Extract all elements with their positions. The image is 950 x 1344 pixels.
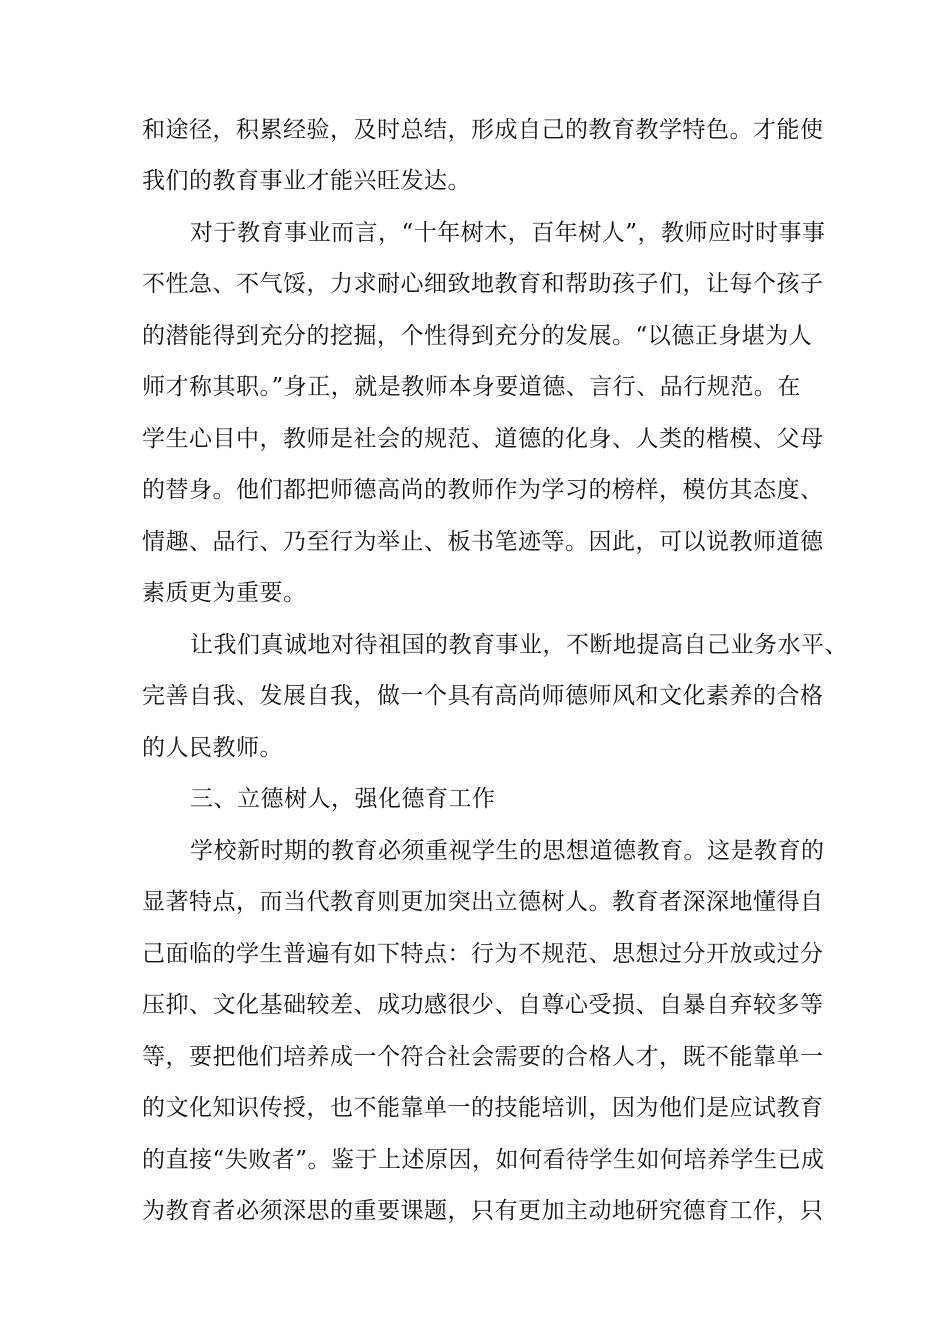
text-line: 己面临的学生普遍有如下特点：行为不规范、思想过分开放或过分 [142,941,824,967]
paragraph-start-line: 学校新时期的教育必须重视学生的思想道德教育。这是教育的 [190,838,825,864]
text-line: 师才称其职。”身正，就是教师本身要道德、言行、品行规范。在 [142,374,801,400]
text-line: 等，要把他们培养成一个符合社会需要的合格人才，既不能靠单一 [142,1044,824,1070]
text-line: 的潜能得到充分的挖掘，个性得到充分的发展。“以德正身堪为人 [142,323,813,349]
text-line: 的人民教师。 [142,735,283,761]
text-line: 情趣、品行、乃至行为举止、板书笔迹等。因此，可以说教师道德 [142,529,824,555]
text-line: 我们的教育事业才能兴旺发达。 [142,168,471,194]
text-line: 的替身。他们都把师德高尚的教师作为学习的榜样，模仿其态度、 [142,477,824,503]
paragraph-start-line: 让我们真诚地对待祖国的教育事业，不断地提高自己业务水平、 [190,632,848,658]
text-line: 学生心目中，教师是社会的规范、道德的化身、人类的楷模、父母 [142,426,824,452]
paragraph-start-line: 对于教育事业而言，“十年树木，百年树人”，教师应时时事事 [190,220,826,246]
section-heading: 三、立德树人，强化德育工作 [190,786,496,812]
text-line: 完善自我、发展自我，做一个具有高尚师德师风和文化素养的合格 [142,683,824,709]
text-line: 的直接“失败者”。鉴于上述原因，如何看待学生如何培养学生已成 [142,1147,825,1173]
text-line: 素质更为重要。 [142,580,307,606]
text-line: 显著特点，而当代教育则更加突出立德树人。教育者深深地懂得自 [142,889,824,915]
text-line: 的文化知识传授，也不能靠单一的技能培训，因为他们是应试教育 [142,1095,824,1121]
text-line: 为教育者必须深思的重要课题，只有更加主动地研究德育工作，只 [142,1198,824,1224]
text-line: 和途径，积累经验，及时总结，形成自己的教育教学特色。才能使 [142,117,824,143]
text-line: 压抑、文化基础较差、成功感很少、自尊心受损、自暴自弃较多等 [142,992,824,1018]
text-line: 不性急、不气馁，力求耐心细致地教育和帮助孩子们，让每个孩子 [142,271,824,297]
